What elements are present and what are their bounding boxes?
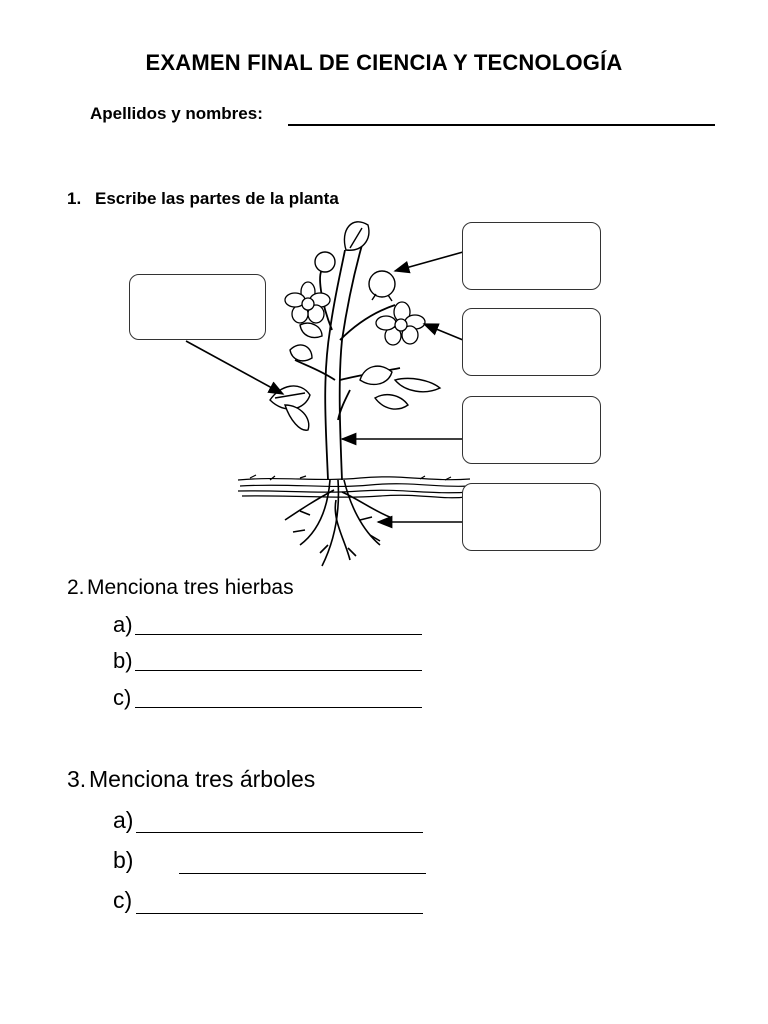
plant-part-box-root[interactable] [462,483,601,551]
name-label: Apellidos y nombres: [90,104,263,123]
question-2-item-b-label: b) [113,648,133,673]
question-2-answer-line-a[interactable] [135,634,422,635]
question-1-number: 1. [67,189,82,208]
question-2-item-c [113,685,131,711]
question-3-item-c-label: c) [113,887,133,913]
plant-part-box-leaf[interactable] [129,274,266,340]
question-2-text: Menciona tres hierbas [87,576,294,599]
question-2-item-b [113,648,133,674]
question-3-answer-line-c[interactable] [136,913,423,914]
plant-part-box-stem[interactable] [462,396,601,464]
ground [238,475,470,498]
buds [315,252,395,301]
question-3-item-b [113,847,133,874]
question-2-answer-line-b[interactable] [135,670,422,671]
question-2 [67,576,294,600]
question-3-number: 3. [67,766,87,792]
question-3-item-c [113,887,132,914]
flower-right [376,302,425,345]
question-2-item-a-label: a) [113,612,133,637]
plant-part-box-fruit[interactable] [462,222,601,290]
question-3 [67,766,315,793]
question-3-text: Menciona tres árboles [89,766,316,792]
question-3-item-a [113,807,133,834]
question-3-answer-line-b[interactable] [179,873,426,874]
question-2-answer-line-c[interactable] [135,707,422,708]
flower-left [285,282,330,323]
question-3-item-b-label: b) [113,847,134,873]
question-2-item-a [113,612,133,638]
exam-title: EXAMEN FINAL DE CIENCIA Y TECNOLOGÍA [145,50,623,75]
question-1-text: Escribe las partes de la planta [95,189,339,208]
roots [285,480,392,566]
question-3-item-a-label: a) [113,807,134,833]
question-2-item-c-label: c) [113,685,132,710]
question-2-number: 2. [67,576,85,599]
question-3-answer-line-a[interactable] [136,832,423,833]
plant-part-box-flower[interactable] [462,308,601,376]
